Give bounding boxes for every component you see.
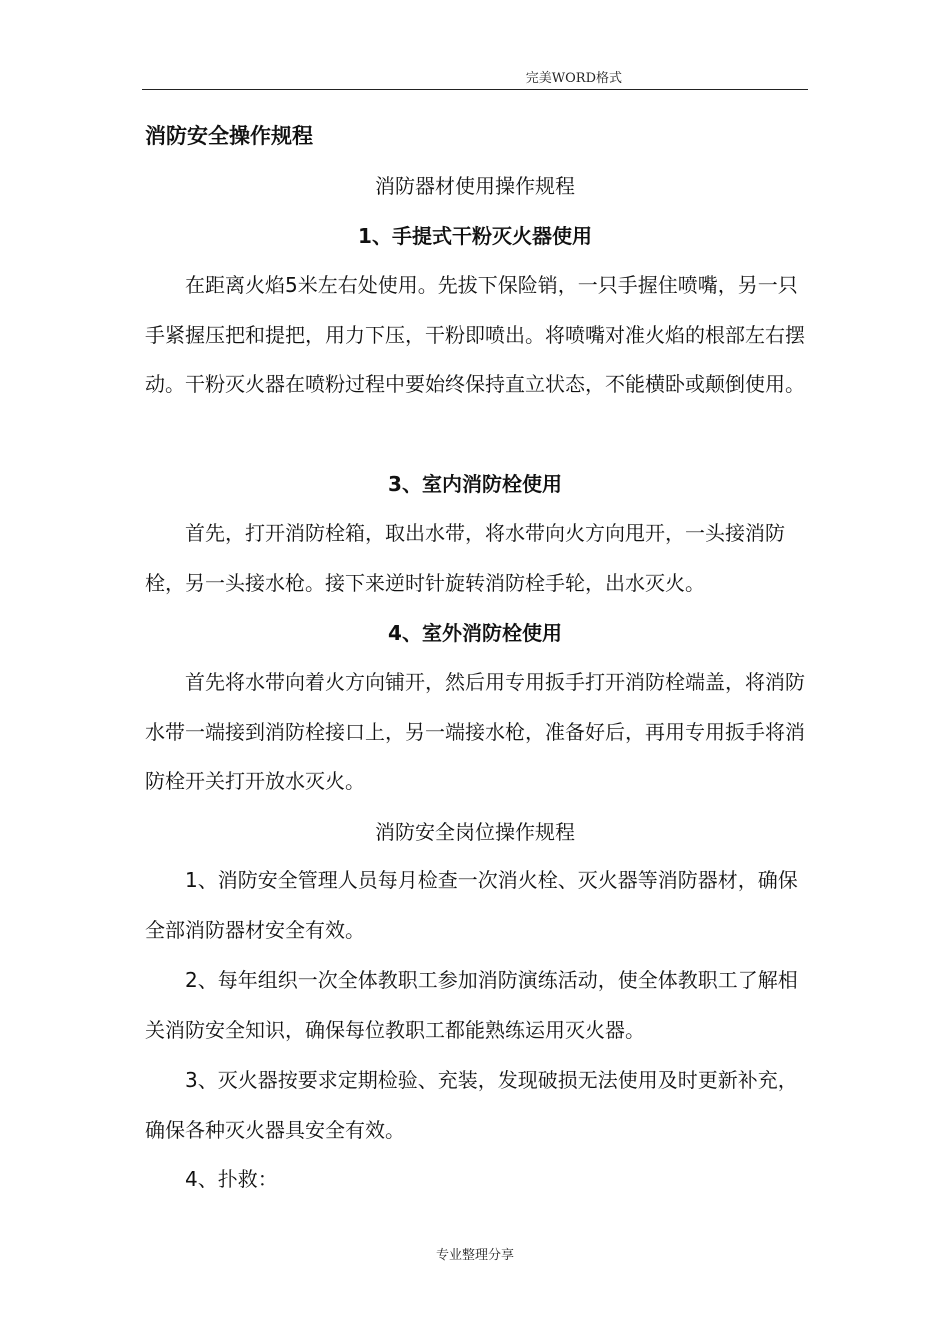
page-header [142,70,808,90]
section-heading-equipment: 消防器材使用操作规程 [375,174,575,198]
list-item-monthly-check: 1、消防安全管理人员每月检查一次消火栓、灭火器等消防器材，确保全部消防器材安全有效。 [145,868,798,942]
paragraph-dry-powder-extinguisher: 在距离火焰5米左右处使用。先拔下保险销，一只手握住喷嘴，另一只手紧握压把和提把，用力下压，干粉即喷出。将喷嘴对准火焰的根部左右摆动。干粉灭火器在喷粉过程中要始终保持直立状态，不能横卧或颠倒使用。 [145,273,805,396]
section-heading-post: 消防安全岗位操作规程 [375,820,575,844]
list-item-rescue: 4、扑救： [185,1167,278,1191]
document-title: 消防安全操作规程 [145,124,313,148]
paragraph-outdoor-hydrant: 首先将水带向着火方向铺开，然后用专用扳手打开消防栓端盖，将消防水带一端接到消防栓接口上，另一端接水枪，准备好后，再用专用扳手将消防栓开关打开放水灭火。 [145,670,805,793]
paragraph-indoor-hydrant: 首先，打开消防栓箱，取出水带，将水带向火方向甩开，一头接消防栓，另一头接水枪。接下来逆时针旋转消防栓手轮，出水灭火。 [145,521,785,595]
list-item-annual-drill: 2、每年组织一次全体教职工参加消防演练活动，使全体教职工了解相关消防安全知识，确保每位教职工都能熟练运用灭火器。 [145,968,798,1042]
list-item-inspection: 3、灭火器按要求定期检验、充装，发现破损无法使用及时更新补充，确保各种灭火器具安全有效。 [145,1068,798,1142]
header-text: 完美WORD格式 [525,71,622,86]
page-footer: 专业整理分享 [435,1248,514,1263]
subheading-indoor-hydrant: 3、室内消防栓使用 [388,472,562,496]
subheading-outdoor-hydrant: 4、室外消防栓使用 [388,621,562,645]
subheading-dry-powder-extinguisher: 1、手提式干粉灭火器使用 [358,224,592,248]
